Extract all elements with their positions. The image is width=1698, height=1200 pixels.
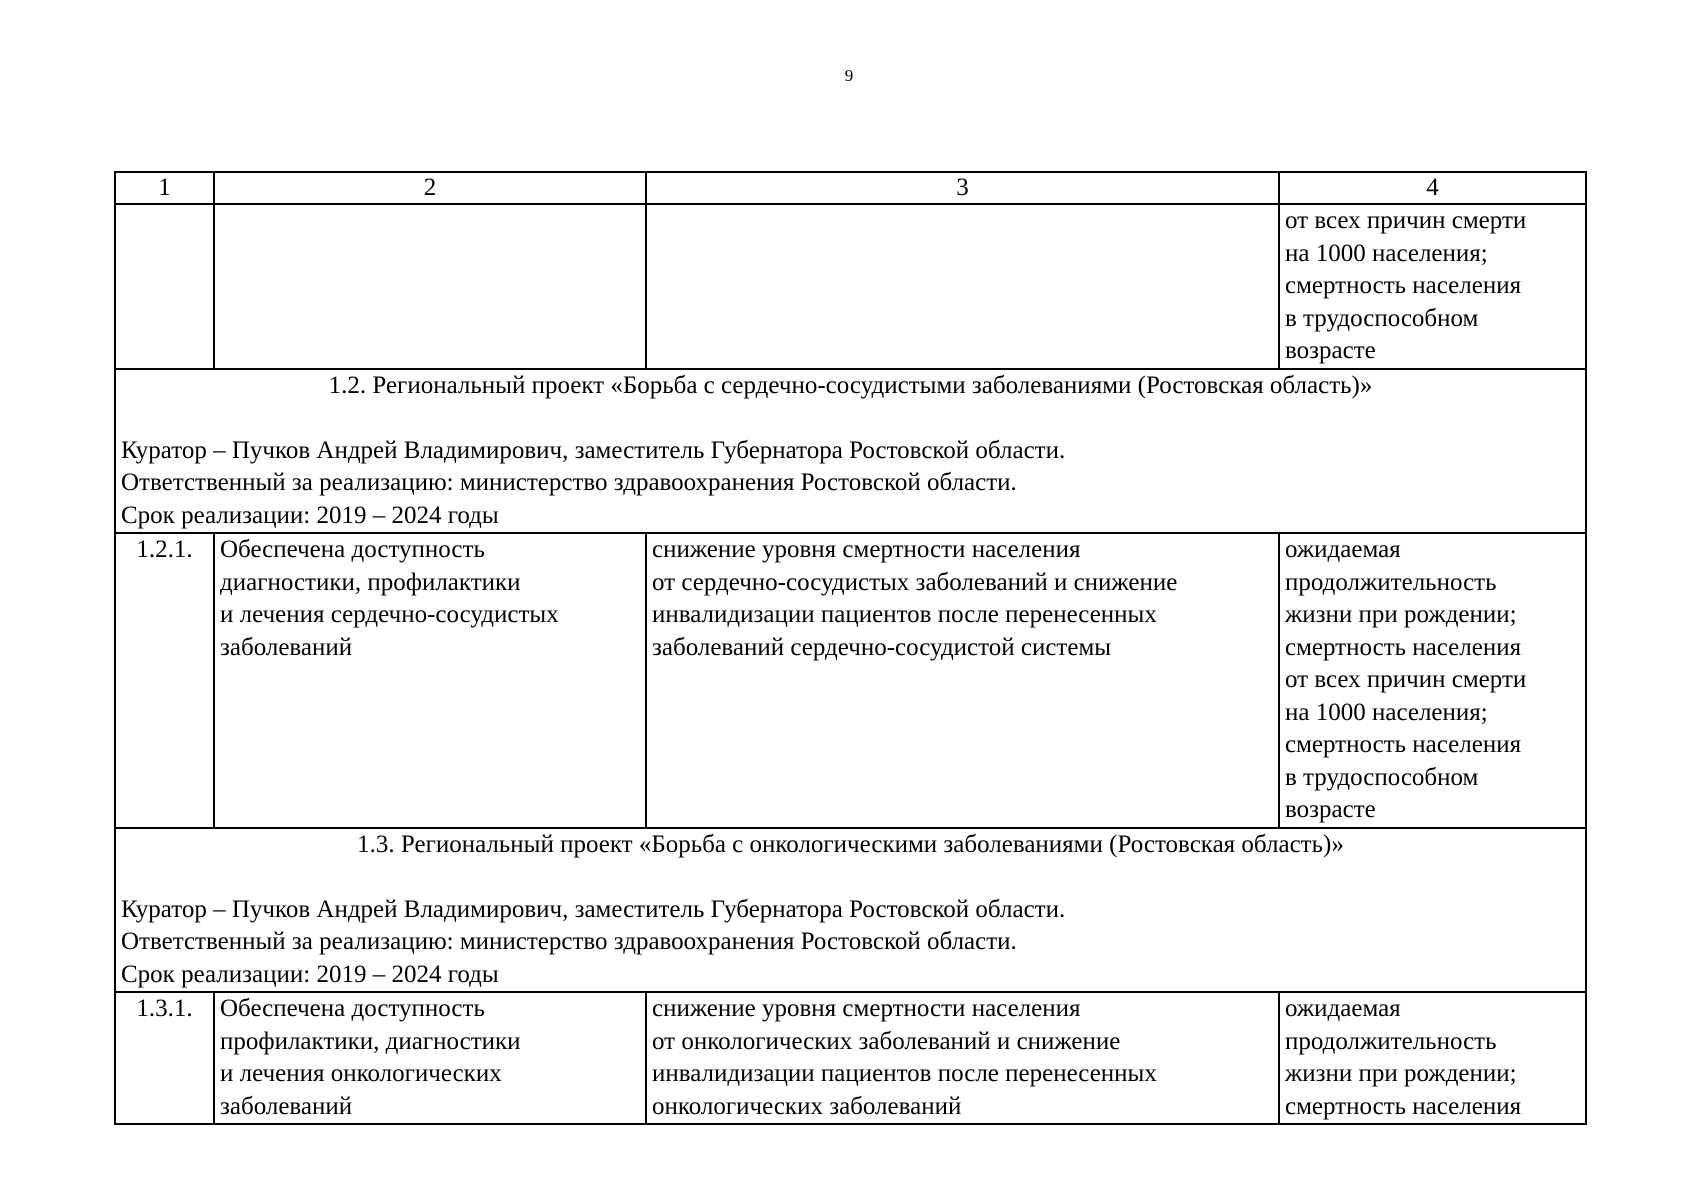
section-responsible: Ответственный за реализацию: министерство здравоохранения Ростовской области. — [121, 469, 1017, 496]
cell-line: заболеваний — [220, 1092, 353, 1120]
section-responsible: Ответственный за реализацию: министерство здравоохранения Ростовской области. — [121, 928, 1017, 955]
cell-line: жизни при рождении; — [1285, 601, 1517, 628]
cell-line: инвалидизации пациентов после перенесенных — [652, 1060, 1157, 1087]
cell-result — [214, 992, 646, 1124]
cell-line: на 1000 населения; — [1285, 698, 1488, 726]
cell-line: возрасте — [1285, 796, 1376, 823]
section-row-1-2 — [115, 369, 1586, 534]
section-title: 1.3. Региональный проект «Борьба с онкологическими заболеваниями (Ростовская область)» — [357, 830, 1344, 858]
cell-line: возрасте — [1285, 337, 1376, 364]
section-spacer — [121, 861, 1580, 894]
table-header-row — [115, 172, 1586, 204]
cell-num: 1.2.1. — [115, 533, 214, 828]
column-header-4: 4 — [1279, 172, 1586, 204]
cell-result — [214, 204, 646, 369]
cell-line: от всех причин смерти — [1285, 207, 1527, 234]
cell-line: снижение уровня смертности населения — [652, 536, 1081, 563]
cell-line: продолжительность — [1285, 1027, 1497, 1055]
cell-line: заболеваний — [220, 633, 353, 661]
cell-line: и лечения онкологических — [220, 1060, 502, 1087]
cell-line: диагностики, профилактики — [220, 568, 521, 596]
cell-line: Обеспечена доступность — [220, 536, 485, 563]
cell-line: жизни при рождении; — [1285, 1060, 1517, 1087]
cell-num — [115, 204, 214, 369]
cell-line: онкологических заболеваний — [652, 1092, 962, 1120]
table-row-1-2-1 — [115, 533, 1586, 828]
table-row-1-3-1 — [115, 992, 1586, 1124]
cell-line: продолжительность — [1285, 568, 1497, 596]
cell-effect — [646, 204, 1279, 369]
cell-line: профилактики, диагностики — [220, 1027, 521, 1055]
table-row-continuation — [115, 204, 1586, 369]
section-term: Срок реализации: 2019 – 2024 годы — [121, 960, 499, 988]
cell-line: смертность населения — [1285, 633, 1522, 661]
cell-line: в трудоспособном — [1285, 304, 1479, 332]
section-title: 1.2. Региональный проект «Борьба с сердечно-сосудистыми заболеваниями (Ростовская область)» — [328, 371, 1373, 399]
section-term: Срок реализации: 2019 – 2024 годы — [121, 501, 499, 529]
cell-line: смертность населения — [1285, 1092, 1522, 1120]
cell-line: от всех причин смерти — [1285, 666, 1527, 693]
cell-effect — [646, 533, 1279, 828]
cell-line: и лечения сердечно-сосудистых — [220, 601, 559, 628]
cell-indicators — [1279, 204, 1586, 369]
cell-line: Обеспечена доступность — [220, 995, 485, 1022]
cell-line: смертность населения — [1285, 731, 1522, 758]
column-header-2: 2 — [214, 172, 646, 204]
column-header-1: 1 — [115, 172, 214, 204]
page-number: 9 — [844, 66, 854, 85]
cell-line: заболеваний сердечно-сосудистой системы — [652, 633, 1112, 661]
section-curator: Куратор – Пучков Андрей Владимирович, заместитель Губернатора Ростовской области. — [121, 436, 1066, 464]
cell-line: от сердечно-сосудистых заболеваний и снижение — [652, 568, 1178, 596]
cell-indicators — [1279, 992, 1586, 1124]
cell-line: ожидаемая — [1285, 995, 1401, 1022]
column-header-3: 3 — [646, 172, 1279, 204]
cell-line: инвалидизации пациентов после перенесенных — [652, 601, 1157, 628]
section-cell — [115, 828, 1586, 993]
cell-line: от онкологических заболеваний и снижение — [652, 1027, 1121, 1055]
section-cell — [115, 369, 1586, 534]
cell-line: ожидаемая — [1285, 536, 1401, 563]
section-spacer — [121, 402, 1580, 435]
cell-effect — [646, 992, 1279, 1124]
section-row-1-3 — [115, 828, 1586, 993]
cell-line: смертность населения — [1285, 272, 1522, 299]
cell-line: в трудоспособном — [1285, 763, 1479, 791]
cell-result — [214, 533, 646, 828]
cell-num: 1.3.1. — [115, 992, 214, 1124]
section-curator: Куратор – Пучков Андрей Владимирович, заместитель Губернатора Ростовской области. — [121, 895, 1066, 923]
cell-line: снижение уровня смертности населения — [652, 995, 1081, 1022]
cell-line: на 1000 населения; — [1285, 239, 1488, 267]
projects-table — [114, 171, 1587, 1125]
cell-indicators — [1279, 533, 1586, 828]
